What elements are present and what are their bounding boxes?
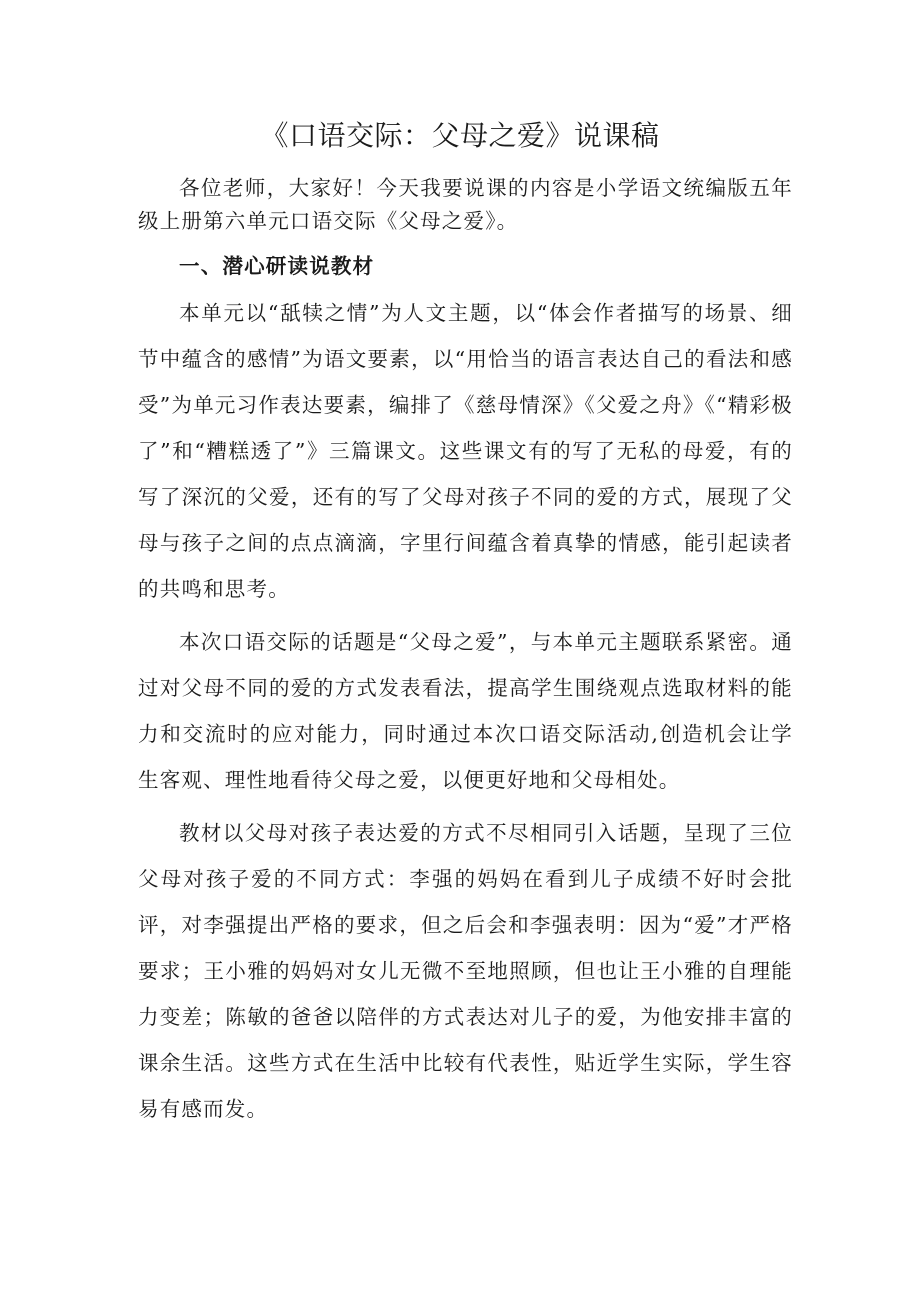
intro-paragraph: 各位老师，大家好！今天我要说课的内容是小学语文统编版五年级上册第六单元口语交际《父母之爱》。 <box>138 176 793 233</box>
section-content <box>138 290 793 1132</box>
section-heading: 一、潜心研读说教材 <box>179 254 375 278</box>
document-body <box>138 172 793 1132</box>
paragraph-textbook: 教材以父母对孩子表达爱的方式不尽相同引入话题，呈现了三位父母对孩子爱的不同方式：李强的妈妈在看到儿子成绩不好时会批评，对李强提出严格的要求，但之后会和李强表明：因为“爱”才严格要求；王小雅的妈妈对女儿无微不至地照顾，但也让王小雅的自理能力变差；陈敏的爸爸以陪伴的方式表达对儿子的爱，为他安排丰富的课余生活。这些方式在生活中比较有代表性，贴近学生实际，学生容易有感而发。 <box>138 821 793 1121</box>
paragraph-oral-topic: 本次口语交际的话题是“父母之爱”，与本单元主题联系紧密。通过对父母不同的爱的方式发表看法，提高学生围绕观点选取材料的能力和交流时的应对能力，同时通过本次口语交际活动,创造机会让学生客观、理性地看待父母之爱，以便更好地和父母相处。 <box>138 630 793 792</box>
document-title: 《口语交际：父母之爱》说课稿 <box>260 119 660 152</box>
paragraph-teaching-unit: 本单元以“舐犊之情”为人文主题，以“体会作者描写的场景、细节中蕴含的感情”为语文要素，以“用恰当的语言表达自己的看法和感受”为单元习作表达要素，编排了《慈母情深》《父爱之舟》《“精彩极了”和“糟糕透了”》三篇课文。这些课文有的写了无私的母爱，有的写了深沉的父爱，还有的写了父母对孩子不同的爱的方式，展现了父母与孩子之间的点点滴滴，字里行间蕴含着真挚的情感，能引起读者的共鸣和思考。 <box>138 301 793 601</box>
